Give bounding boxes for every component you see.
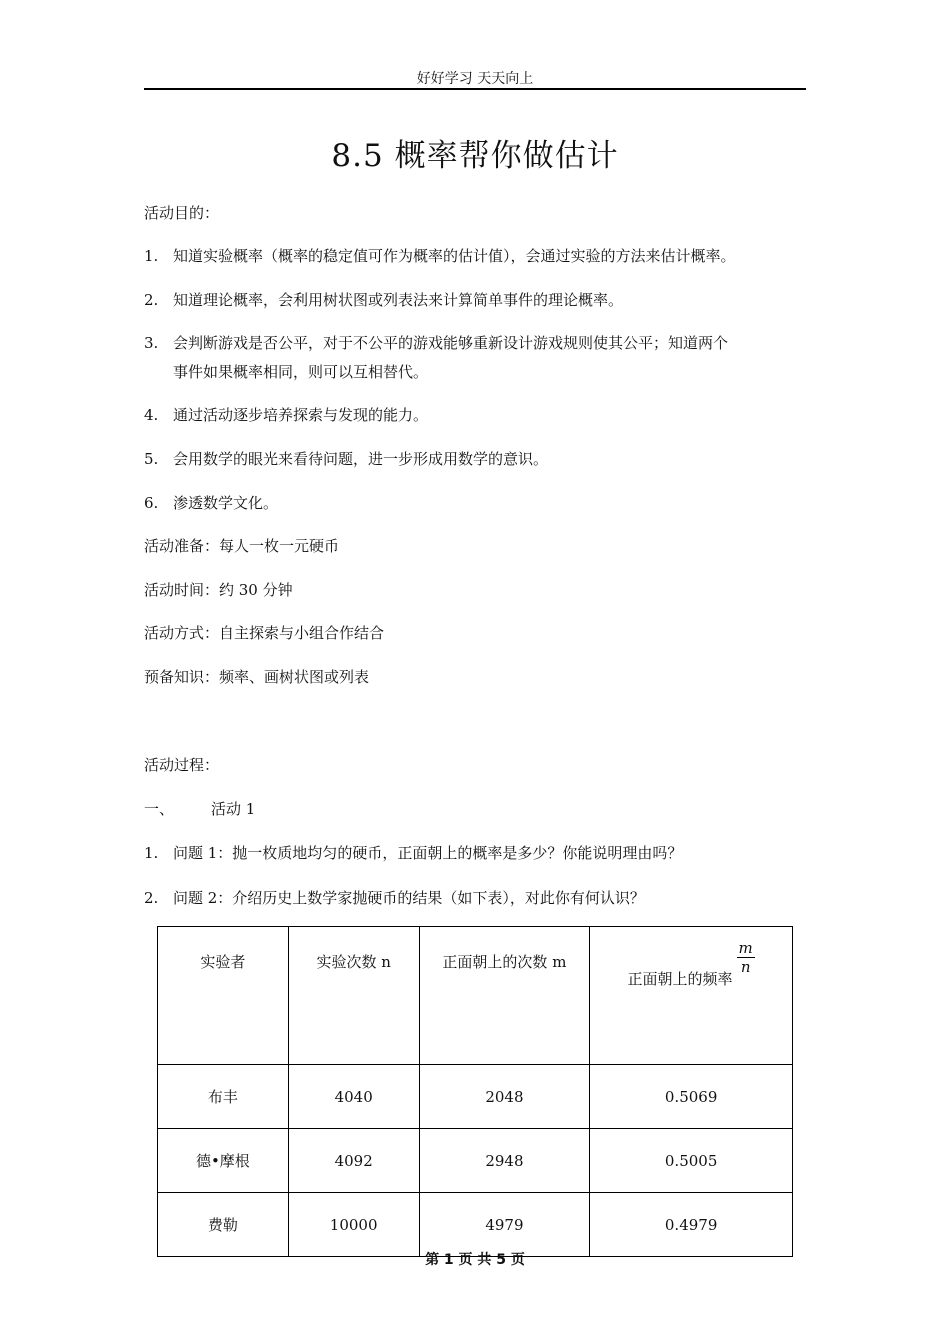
table-header-cell: 实验次数 n xyxy=(288,927,419,1065)
objective-item-6 xyxy=(144,492,278,513)
activity1-label: 活动 1 xyxy=(211,800,256,818)
activity1-number: 一、 xyxy=(144,800,175,818)
activity1-heading xyxy=(144,798,255,819)
question-text: 问题 1：抛一枚质地均匀的硬币，正面朝上的概率是多少？你能说明理由吗？ xyxy=(173,844,683,862)
objective-number: 1. xyxy=(144,247,159,265)
table-header-cell-frequency xyxy=(590,927,793,1065)
fraction-m-over-n xyxy=(737,939,755,976)
question-text: 问题 2：介绍历史上数学家抛硬币的结果（如下表），对此你有何认识？ xyxy=(173,889,645,907)
table-cell: 布丰 xyxy=(158,1065,289,1129)
activity-preparation: 活动准备：每人一枚一元硬币 xyxy=(144,537,340,555)
activity-time: 活动时间：约 30 分钟 xyxy=(144,581,293,599)
table-header-cell: 实验者 xyxy=(158,927,289,1065)
fraction-denominator: n xyxy=(740,958,751,976)
page-title: 8.5 概率帮你做估计 xyxy=(331,138,619,174)
table-cell: 0.5005 xyxy=(590,1129,793,1193)
frequency-header-label: 正面朝上的频率 xyxy=(627,969,733,988)
question-2 xyxy=(144,887,645,908)
objective-item-5 xyxy=(144,448,548,469)
activity-method: 活动方式：自主探索与小组合作结合 xyxy=(144,624,385,642)
table-header-cell: 正面朝上的次数 m xyxy=(419,927,590,1065)
table-row xyxy=(158,1193,793,1257)
objective-item-1 xyxy=(144,245,736,266)
objectives-label: 活动目的： xyxy=(144,204,220,222)
table-row xyxy=(158,1129,793,1193)
objective-item-2 xyxy=(144,289,623,310)
table-cell: 2048 xyxy=(419,1065,590,1129)
table-cell: 2948 xyxy=(419,1129,590,1193)
objective-item-3 xyxy=(144,332,728,353)
objective-item-4 xyxy=(144,404,428,425)
objective-number: 2. xyxy=(144,291,159,309)
process-label: 活动过程： xyxy=(144,756,220,774)
objective-number: 4. xyxy=(144,406,159,424)
question-number: 2. xyxy=(144,889,159,907)
objective-text: 通过活动逐步培养探索与发现的能力。 xyxy=(173,406,429,424)
page-header: 好好学习 天天向上 xyxy=(416,71,534,87)
table-cell: 10000 xyxy=(288,1193,419,1257)
objective-text: 知道实验概率（概率的稳定值可作为概率的估计值），会通过实验的方法来估计概率。 xyxy=(173,247,736,265)
objective-item-3-continued: 事件如果概率相同，则可以互相替代。 xyxy=(173,363,429,381)
table-cell: 0.5069 xyxy=(590,1065,793,1129)
table-cell: 4040 xyxy=(288,1065,419,1129)
objective-number: 6. xyxy=(144,494,159,512)
coin-toss-table xyxy=(157,926,793,1257)
objective-text: 会判断游戏是否公平，对于不公平的游戏能够重新设计游戏规则使其公平；知道两个 xyxy=(173,334,729,352)
question-1 xyxy=(144,842,682,863)
objective-text: 知道理论概率，会利用树状图或列表法来计算简单事件的理论概率。 xyxy=(173,291,624,309)
table-cell: 德•摩根 xyxy=(158,1129,289,1193)
table-cell: 4979 xyxy=(419,1193,590,1257)
table-header-row xyxy=(158,927,793,1065)
table-row xyxy=(158,1065,793,1129)
question-number: 1. xyxy=(144,844,159,862)
objective-number: 3. xyxy=(144,334,159,352)
table-cell: 费勒 xyxy=(158,1193,289,1257)
objective-number: 5. xyxy=(144,450,159,468)
objective-text: 渗透数学文化。 xyxy=(173,494,279,512)
prerequisite-knowledge: 预备知识：频率、画树状图或列表 xyxy=(144,668,370,686)
page-footer: 第 1 页 共 5 页 xyxy=(425,1252,525,1268)
table-cell: 0.4979 xyxy=(590,1193,793,1257)
objective-text: 会用数学的眼光来看待问题，进一步形成用数学的意识。 xyxy=(173,450,549,468)
table-cell: 4092 xyxy=(288,1129,419,1193)
header-divider xyxy=(144,88,806,90)
fraction-numerator: m xyxy=(738,939,753,957)
